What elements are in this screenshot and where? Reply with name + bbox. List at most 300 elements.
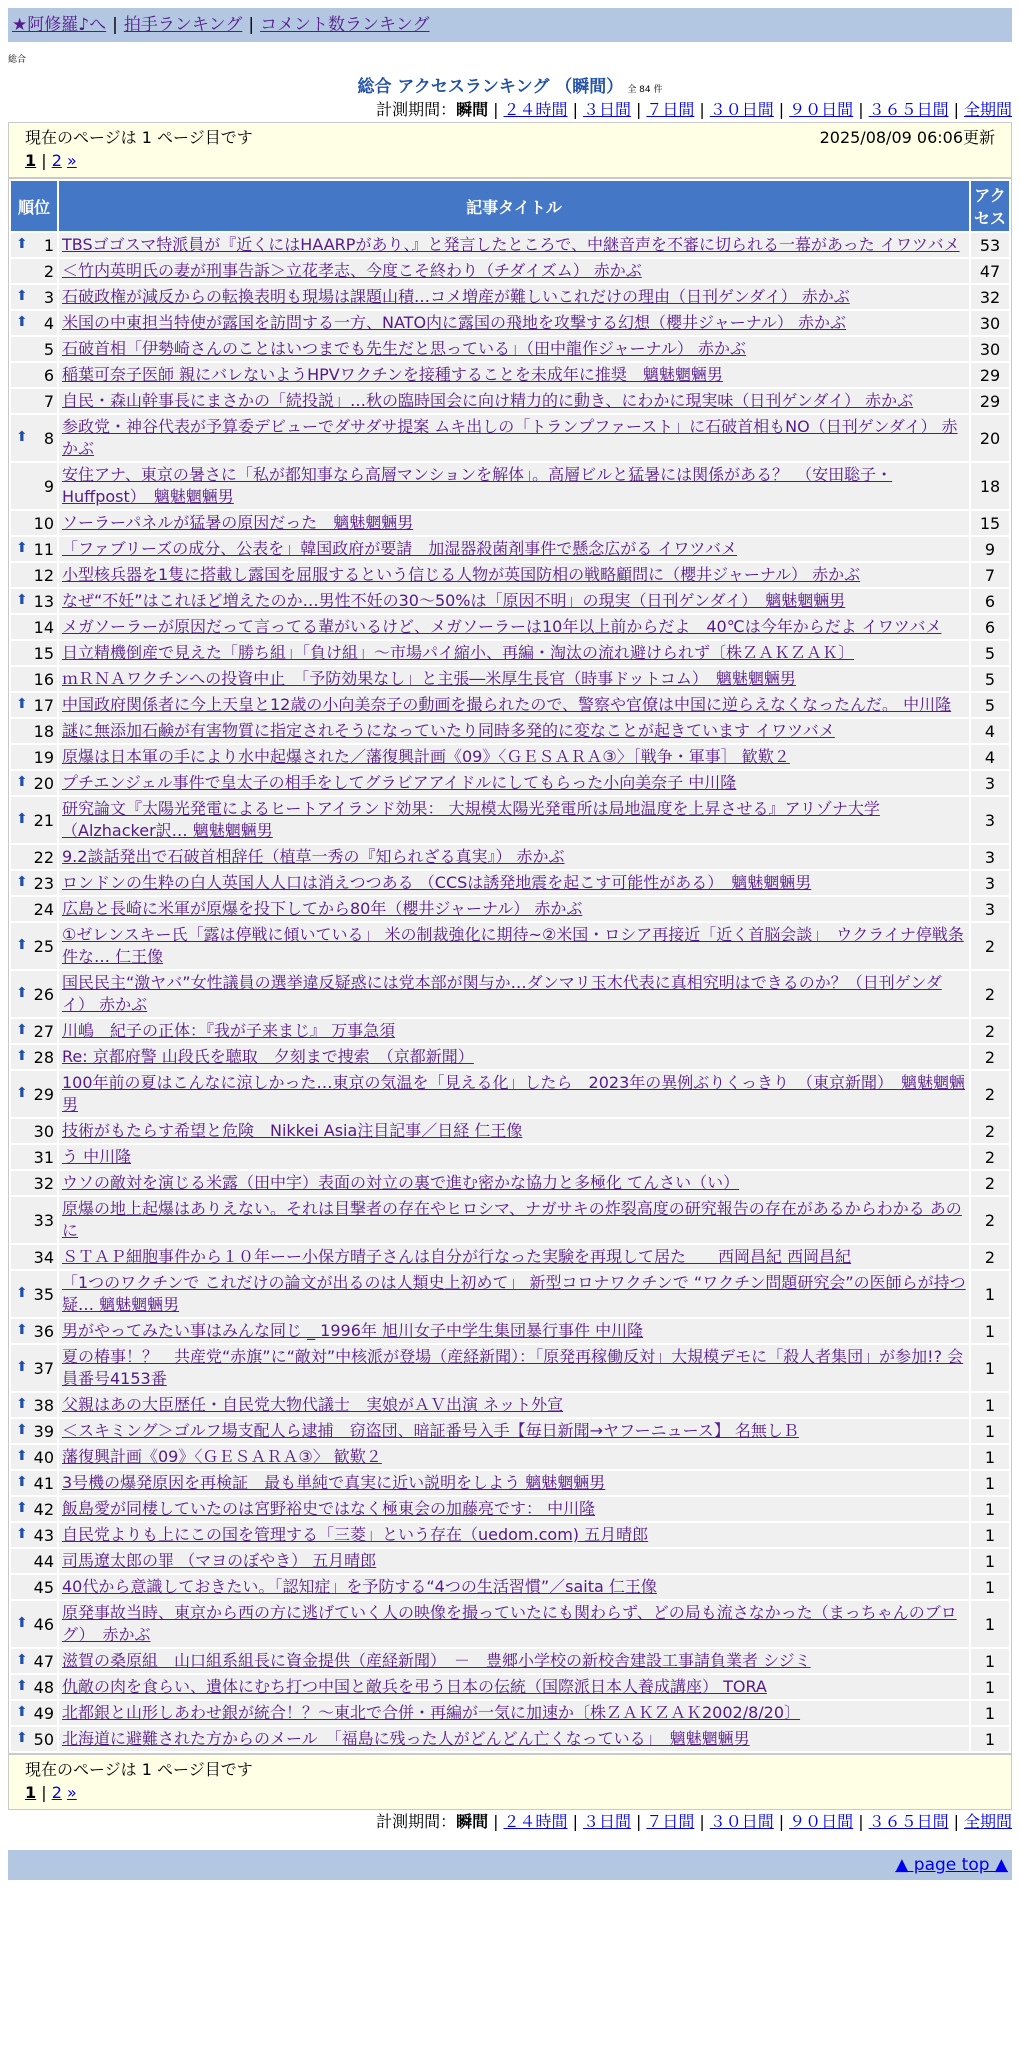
article-link[interactable]: う 中川隆 — [62, 1147, 132, 1166]
title-cell — [59, 771, 969, 795]
period-link[interactable]: 全期間 — [963, 1812, 1012, 1831]
table-row — [11, 1675, 1009, 1699]
page-link[interactable]: 2 — [51, 1783, 62, 1802]
article-link[interactable]: 夏の椿事！？ 共産党“赤旗”に“敵対”中核派が登場（産経新聞）：「原発再稼働反対」大規模デモに「殺人者集団」が参加!? 会員番号4153番 — [62, 1347, 964, 1388]
title-cell — [59, 1497, 969, 1521]
rank-up-icon: ⬆ — [16, 1421, 28, 1438]
rank-up-icon: ⬆ — [16, 1047, 28, 1064]
title-cell — [59, 1727, 969, 1751]
table-row — [11, 745, 1009, 769]
period-link[interactable]: ３日間 — [582, 100, 631, 119]
period-link[interactable]: ３日間 — [582, 1812, 631, 1831]
table-row — [11, 923, 1009, 969]
period-link[interactable]: ７日間 — [646, 100, 695, 119]
title-cell — [59, 1019, 969, 1043]
title-cell — [59, 745, 969, 769]
rank-cell — [11, 1197, 57, 1243]
rank-cell — [11, 363, 57, 387]
page-indicator: 現在のページは 1 ページ目です — [25, 1760, 253, 1779]
title-cell — [59, 1549, 969, 1573]
article-link[interactable]: 研究論文『太陽光発電によるヒートアイランド効果： 大規模太陽光発電所は局地温度を上昇させる』アリゾナ大学（Alzhacker訳… 魑魅魍魎男 — [62, 799, 880, 840]
title-cell — [59, 897, 969, 921]
table-row — [11, 797, 1009, 843]
table-row — [11, 1419, 1009, 1443]
rank-number: 1 — [43, 235, 54, 255]
article-link[interactable]: 仇敵の肉を食らい、遺体にむち打つ中国と敵兵を弔う日本の伝統（国際派日本人養成講座） TORA — [62, 1677, 767, 1696]
table-row — [11, 563, 1009, 587]
rank-cell — [11, 415, 57, 461]
article-link[interactable]: 原爆の地上起爆はありえない。それは目撃者の存在やヒロシマ、ナガサキの炸裂高度の研究報告の存在があるからわかる あのに — [62, 1199, 962, 1240]
title-cell — [59, 1045, 969, 1069]
rank-number: 27 — [33, 1021, 54, 1041]
rank-number: 34 — [33, 1247, 54, 1267]
period-link[interactable]: ２４時間 — [503, 1812, 568, 1831]
title-cell — [59, 389, 969, 413]
table-row — [11, 463, 1009, 509]
rank-up-icon: ⬆ — [16, 1677, 28, 1694]
article-link[interactable]: 3号機の爆発原因を再検証 最も単純で真実に近い説明をしよう 魑魅魍魎男 — [62, 1473, 606, 1492]
rank-number: 29 — [33, 1084, 54, 1104]
rank-cell — [11, 1523, 57, 1547]
title-cell — [59, 693, 969, 717]
rank-up-icon: ⬆ — [16, 313, 28, 330]
table-row — [11, 1727, 1009, 1751]
article-link[interactable]: 北海道に避難された方からのメール 「福島に残った人がどんどん亡くなっている」 魑魅魍魎男 — [62, 1729, 750, 1748]
article-link[interactable]: 広島と長崎に米軍が原爆を投下してから80年（櫻井ジャーナル） 赤かぶ — [62, 899, 583, 918]
title-cell — [59, 667, 969, 691]
access-count: 3 — [971, 797, 1009, 843]
table-row — [11, 719, 1009, 743]
rank-up-icon: ⬆ — [16, 1447, 28, 1464]
title-cell — [59, 1575, 969, 1599]
rank-cell — [11, 1675, 57, 1699]
header-rank: 順位 — [11, 181, 57, 231]
title-cell — [59, 415, 969, 461]
nav-home-link[interactable]: ★阿修羅♪へ — [12, 15, 107, 35]
access-count: 1 — [971, 1727, 1009, 1751]
rank-cell — [11, 797, 57, 843]
rank-cell — [11, 389, 57, 413]
period-link[interactable]: ９０日間 — [789, 100, 854, 119]
rank-up-icon: ⬆ — [16, 1614, 28, 1631]
rank-cell — [11, 1649, 57, 1673]
rank-up-icon: ⬆ — [16, 428, 28, 445]
article-link[interactable]: 国民民主“激ヤバ”女性議員の選挙違反疑惑には党本部が関与か…ダンマリ玉木代表に真相究明はできるのか？（日刊ゲンダイ） 赤かぶ — [62, 973, 942, 1014]
period-link[interactable]: ３６５日間 — [868, 100, 949, 119]
updated-time: 2025/08/09 06:06更新 — [819, 128, 995, 147]
rank-up-icon: ⬆ — [16, 539, 28, 556]
article-link[interactable]: ソーラーパネルが猛暑の原因だった 魑魅魍魎男 — [62, 513, 414, 532]
table-row — [11, 1071, 1009, 1117]
rank-number: 47 — [33, 1651, 54, 1671]
title-cell — [59, 1419, 969, 1443]
table-row — [11, 363, 1009, 387]
ranking-table — [8, 178, 1012, 1754]
table-row — [11, 897, 1009, 921]
access-count: 6 — [971, 589, 1009, 613]
rank-cell — [11, 1471, 57, 1495]
rank-up-icon: ⬆ — [16, 1321, 28, 1338]
article-link[interactable]: 藩復興計画《09》〈ＧＥＳＡＲＡ③〉 歓歎２ — [62, 1447, 382, 1466]
period-link[interactable]: ３６５日間 — [868, 1812, 949, 1831]
access-count: 2 — [971, 971, 1009, 1017]
article-link[interactable]: 石破首相「伊勢崎さんのことはいつまでも先生だと思っている」（田中龍作ジャーナル） 赤かぶ — [62, 339, 746, 358]
title-cell — [59, 1701, 969, 1725]
access-count: 4 — [971, 745, 1009, 769]
article-link[interactable]: 自民党よりも上にこの国を管理する「三菱」という存在（uedom.com) 五月晴郎 — [62, 1525, 649, 1544]
table-row — [11, 845, 1009, 869]
rank-cell — [11, 1045, 57, 1069]
nav-applause-link[interactable]: 拍手ランキング — [123, 15, 243, 35]
access-count: 29 — [971, 363, 1009, 387]
article-link[interactable]: 小型核兵器を1隻に搭載し露国を屈服するという信じる人物が英国防相の戦略顧問に（櫻井ジャーナル） 赤かぶ — [62, 565, 861, 584]
access-count: 15 — [971, 511, 1009, 535]
article-link[interactable]: 安住アナ、東京の暑さに「私が都知事なら高層マンションを解体」。高層ビルと猛暑には関係がある？ （安田聡子・Huffpost） 魑魅魍魎男 — [62, 465, 893, 506]
access-count: 3 — [971, 771, 1009, 795]
rank-number: 44 — [33, 1551, 54, 1571]
rank-number: 46 — [33, 1614, 54, 1634]
header-access: アクセス — [971, 181, 1009, 231]
rank-cell — [11, 971, 57, 1017]
rank-number: 28 — [33, 1047, 54, 1067]
table-row — [11, 871, 1009, 895]
access-count: 5 — [971, 693, 1009, 717]
access-count: 20 — [971, 415, 1009, 461]
title-cell — [59, 511, 969, 535]
rank-number: 6 — [43, 365, 54, 385]
table-row — [11, 233, 1009, 257]
title-cell — [59, 1649, 969, 1673]
table-row — [11, 1393, 1009, 1417]
rank-cell — [11, 1171, 57, 1195]
access-count: 30 — [971, 337, 1009, 361]
rank-number: 35 — [33, 1284, 54, 1304]
period-label: 計測期間： — [376, 100, 457, 119]
rank-cell — [11, 285, 57, 309]
rank-number: 15 — [33, 643, 54, 663]
title-cell — [59, 923, 969, 969]
article-link[interactable]: 謎に無添加石鹸が有害物質に指定されそうになっていたり同時多発的に変なことが起きています イワツバメ — [62, 721, 835, 740]
article-link[interactable]: Re: 京都府警 山段氏を聴取 夕刻まで捜索 （京都新聞） — [62, 1047, 474, 1066]
article-link[interactable]: ＳＴＡＰ細胞事件から１０年ーー小保方晴子さんは自分が行なった実験を再現して居た 西岡昌紀 西岡昌紀 — [62, 1247, 852, 1266]
table-row — [11, 1019, 1009, 1043]
table-row — [11, 1171, 1009, 1195]
rank-cell — [11, 897, 57, 921]
access-count: 1 — [971, 1549, 1009, 1573]
access-count: 2 — [971, 1245, 1009, 1269]
article-link[interactable]: 自民・森山幹事長にまさかの「続投説」…秋の臨時国会に向け精力的に動き、にわかに現実味（日刊ゲンダイ） 赤かぶ — [62, 391, 914, 410]
table-row — [11, 1471, 1009, 1495]
table-row — [11, 1575, 1009, 1599]
rank-cell — [11, 693, 57, 717]
rank-up-icon: ⬆ — [16, 984, 28, 1001]
total-count: 全 84 件 — [627, 85, 663, 95]
article-link[interactable]: 北都銀と山形しあわせ銀が統合！？～東北で合併・再編が一気に加速か〔株ＺＡＫＺＡＫ2002/8/20〕 — [62, 1703, 801, 1722]
title-cell — [59, 719, 969, 743]
article-link[interactable]: 原発事故当時、東京から西の方に逃げていく人の映像を撮っていたにも関わらず、どの局も流さなかった（まっちゃんのブログ） 赤かぶ — [62, 1603, 957, 1644]
rank-up-icon: ⬆ — [16, 1284, 28, 1301]
rank-cell — [11, 771, 57, 795]
rank-cell — [11, 1393, 57, 1417]
rank-number: 9 — [43, 476, 54, 496]
title-cell — [59, 1523, 969, 1547]
article-link[interactable]: 原爆は日本軍の手により水中起爆された／藩復興計画《09》〈ＧＥＳＡＲＡ③〉［戦争・軍事］ 歓歎２ — [62, 747, 790, 766]
next-page-link[interactable]: » — [66, 151, 77, 170]
nav-comments-link[interactable]: コメント数ランキング — [260, 15, 430, 35]
article-link[interactable]: 日立精機倒産で見えた「勝ち組」「負け組」～市場パイ縮小、再編・淘汰の流れ避けられず〔株ＺＡＫＺＡＫ〕 — [62, 643, 855, 662]
access-count: 2 — [971, 1171, 1009, 1195]
period-current: 瞬間 — [456, 100, 489, 119]
rank-cell — [11, 871, 57, 895]
rank-up-icon: ⬆ — [16, 936, 28, 953]
title-cell — [59, 1145, 969, 1169]
title-cell — [59, 641, 969, 665]
access-count: 47 — [971, 259, 1009, 283]
table-row — [11, 589, 1009, 613]
rank-number: 45 — [33, 1577, 54, 1597]
access-count: 1 — [971, 1649, 1009, 1673]
rank-cell — [11, 1419, 57, 1443]
title-cell — [59, 1675, 969, 1699]
top-nav: ★阿修羅♪へ | 拍手ランキング | コメント数ランキング — [8, 8, 1012, 42]
access-count: 1 — [971, 1497, 1009, 1521]
article-link[interactable]: 「ファブリーズの成分、公表を」韓国政府が要請 加湿器殺菌剤事件で懸念広がる イワツバメ — [62, 539, 738, 558]
rank-number: 22 — [33, 847, 54, 867]
period-link[interactable]: ９０日間 — [789, 1812, 854, 1831]
access-count: 2 — [971, 1197, 1009, 1243]
article-link[interactable]: 飯島愛が同棲していたのは宮野裕史ではなく極東会の加藤亮です： 中川隆 — [62, 1499, 596, 1518]
next-page-link[interactable]: » — [66, 1783, 77, 1802]
table-row — [11, 667, 1009, 691]
period-link[interactable]: ２４時間 — [503, 100, 568, 119]
table-row — [11, 259, 1009, 283]
rank-cell — [11, 1575, 57, 1599]
period-link[interactable]: ７日間 — [646, 1812, 695, 1831]
article-link[interactable]: ウソの敵対を演じる米露（田中宇）表面の対立の裏で進む密かな協力と多極化 てんさい（い） — [62, 1173, 740, 1192]
table-row — [11, 771, 1009, 795]
table-row — [11, 1319, 1009, 1343]
title-cell — [59, 563, 969, 587]
rank-number: 2 — [43, 261, 54, 281]
access-count: 29 — [971, 389, 1009, 413]
article-link[interactable]: なぜ“不妊”はこれほど増えたのか…男性不妊の30～50%は「原因不明」の現実（日刊ゲンダイ） 魑魅魍魎男 — [62, 591, 846, 610]
rank-cell — [11, 923, 57, 969]
article-link[interactable]: 中国政府関係者に今上天皇と12歳の小向美奈子の動画を撮られたので、警察や官僚は中国に逆らえなくなったんだ。 中川隆 — [62, 695, 952, 714]
rank-number: 24 — [33, 899, 54, 919]
rank-number: 32 — [33, 1173, 54, 1193]
rank-up-icon: ⬆ — [16, 235, 28, 252]
rank-cell — [11, 1145, 57, 1169]
rank-cell — [11, 845, 57, 869]
table-row — [11, 1119, 1009, 1143]
rank-cell — [11, 745, 57, 769]
rank-cell — [11, 337, 57, 361]
article-link[interactable]: 男がやってみたい事はみんな同じ _ 1996年 旭川女子中学生集団暴行事件 中川隆 — [62, 1321, 644, 1340]
rank-number: 5 — [43, 339, 54, 359]
rank-cell — [11, 563, 57, 587]
rank-number: 4 — [43, 313, 54, 333]
article-link[interactable]: 参政党・神谷代表が予算委デビューでダサダサ提案 ムキ出しの「トランプファースト」に石破首相もNO（日刊ゲンダイ） 赤かぶ — [62, 417, 958, 458]
rank-up-icon: ⬆ — [16, 695, 28, 712]
article-link[interactable]: 司馬遼太郎の罪 （マヨのぼやき） 五月晴郎 — [62, 1551, 377, 1570]
title-cell — [59, 363, 969, 387]
page-top-link[interactable]: ▲ page top ▲ — [895, 1855, 1008, 1875]
access-count: 1 — [971, 1675, 1009, 1699]
rank-number: 23 — [33, 873, 54, 893]
rank-up-icon: ⬆ — [16, 287, 28, 304]
period-link[interactable]: 全期間 — [963, 100, 1012, 119]
access-count: 1 — [971, 1319, 1009, 1343]
title-cell — [59, 797, 969, 843]
article-link[interactable]: 100年前の夏はこんなに涼しかった…東京の気温を「見える化」したら 2023年の異例ぶりくっきり （東京新聞） 魑魅魍魎男 — [62, 1073, 965, 1114]
pagination: 1 | 2 » — [25, 151, 77, 170]
rank-up-icon: ⬆ — [16, 1473, 28, 1490]
rank-number: 25 — [33, 936, 54, 956]
period-selector: 計測期間：瞬間 | ２４時間 | ３日間 | ７日間 | ３０日間 | ９０日間 | ３６５日間 | 全期間 — [376, 100, 1012, 119]
article-link[interactable]: 技術がもたらす希望と危険 Nikkei Asia注目記事／日経 仁王像 — [62, 1121, 523, 1140]
access-count: 1 — [971, 1575, 1009, 1599]
page-info-top — [8, 122, 1012, 178]
article-link[interactable]: 父親はあの大臣歴任・自民党大物代議士 実娘がＡＶ出演 ネット外宣 — [62, 1395, 564, 1414]
access-count: 1 — [971, 1445, 1009, 1469]
access-count: 32 — [971, 285, 1009, 309]
title-cell — [59, 1393, 969, 1417]
table-row — [11, 1601, 1009, 1647]
article-link[interactable]: 40代から意識しておきたい。「認知症」を予防する“4つの生活習慣”／saita 仁王像 — [62, 1577, 657, 1596]
rank-cell — [11, 1019, 57, 1043]
access-count: 3 — [971, 897, 1009, 921]
rank-number: 31 — [33, 1147, 54, 1167]
title-cell — [59, 1171, 969, 1195]
article-link[interactable]: TBSゴゴスマ特派員が『近くにはHAARPがあり、』と発言したところで、中継音声を不審に切られる一幕があった イワツバメ — [62, 235, 960, 254]
rank-up-icon: ⬆ — [16, 1729, 28, 1746]
access-count: 1 — [971, 1393, 1009, 1417]
article-link[interactable]: 稲葉可奈子医師 親にバレないようHPVワクチンを接種することを未成年に推奨 魑魅魍魎男 — [62, 365, 723, 384]
rank-up-icon: ⬆ — [16, 1395, 28, 1412]
access-count: 53 — [971, 233, 1009, 257]
article-link[interactable]: 石破政権が減反からの転換表明も現場は課題山積…コメ増産が難しいこれだけの理由（日刊ゲンダイ） 赤かぶ — [62, 287, 850, 306]
period-current: 瞬間 — [456, 1812, 489, 1831]
title-cell — [59, 311, 969, 335]
title-cell — [59, 1471, 969, 1495]
article-link[interactable]: 米国の中東担当特使が露国を訪問する一方、NATO内に露国の飛地を攻撃する幻想（櫻井ジャーナル） 赤かぶ — [62, 313, 847, 332]
table-row — [11, 641, 1009, 665]
access-count: 2 — [971, 1019, 1009, 1043]
footer-bar — [8, 1850, 1012, 1880]
rank-number: 50 — [33, 1729, 54, 1749]
rank-number: 20 — [33, 773, 54, 793]
title-cell — [59, 1345, 969, 1391]
article-link[interactable]: ①ゼレンスキー氏「露は停戦に傾いている」 米の制裁強化に期待~②米国・ロシア再接近「近く首脳会談」 ウクライナ停戦条件な… 仁王像 — [62, 925, 964, 966]
rank-cell — [11, 641, 57, 665]
article-link[interactable]: プチエンジェル事件で皇太子の相手をしてグラビアアイドルにしてもらった小向美奈子 中川隆 — [62, 773, 737, 792]
rank-number: 30 — [33, 1121, 54, 1141]
page-link[interactable]: 2 — [51, 151, 62, 170]
article-link[interactable]: 9.2談話発出で石破首相辞任（植草一秀の『知られざる真実』） 赤かぶ — [62, 847, 565, 866]
article-link[interactable]: 川嶋 紀子の正体：『我が子来まじ』 万事急須 — [62, 1021, 396, 1040]
rank-number: 26 — [33, 984, 54, 1004]
rank-number: 13 — [33, 591, 54, 611]
rank-up-icon: ⬆ — [16, 1651, 28, 1668]
access-count: 18 — [971, 463, 1009, 509]
rank-number: 36 — [33, 1321, 54, 1341]
rank-number: 40 — [33, 1447, 54, 1467]
period-selector: 計測期間：瞬間 | ２４時間 | ３日間 | ７日間 | ３０日間 | ９０日間 | ３６５日間 | 全期間 — [376, 1812, 1012, 1831]
title-cell — [59, 589, 969, 613]
access-count: 3 — [971, 845, 1009, 869]
period-link[interactable]: ３０日間 — [709, 1812, 774, 1831]
article-link[interactable]: ＜スキミング＞ゴルフ場支配人ら逮捕 窃盗団、暗証番号入手【毎日新聞→ヤフーニュース】 名無しＢ — [62, 1421, 799, 1440]
page-current: 1 — [25, 1783, 37, 1802]
rank-cell — [11, 233, 57, 257]
rank-number: 11 — [33, 539, 54, 559]
rank-number: 8 — [43, 428, 54, 448]
rank-up-icon: ⬆ — [16, 873, 28, 890]
access-count: 1 — [971, 1471, 1009, 1495]
article-link[interactable]: 滋賀の桑原組 山口組系組長に資金提供（産経新聞） － 豊郷小学校の新校舎建設工事請負業者 シジミ — [62, 1651, 811, 1670]
rank-number: 43 — [33, 1525, 54, 1545]
title-cell — [59, 1071, 969, 1117]
rank-number: 10 — [33, 513, 54, 533]
access-count: 1 — [971, 1419, 1009, 1443]
table-row — [11, 389, 1009, 413]
rank-up-icon: ⬆ — [16, 1084, 28, 1101]
rank-up-icon: ⬆ — [16, 591, 28, 608]
table-row — [11, 1523, 1009, 1547]
period-link[interactable]: ３０日間 — [709, 100, 774, 119]
article-link[interactable]: メガソーラーが原因だって言ってる輩がいるけど、メガソーラーは10年以上前からだよ 40℃は今年からだよ イワツバメ — [62, 617, 942, 636]
access-count: 1 — [971, 1523, 1009, 1547]
rank-cell — [11, 1497, 57, 1521]
rank-cell — [11, 1271, 57, 1317]
access-count: 1 — [971, 1701, 1009, 1725]
rank-cell — [11, 1701, 57, 1725]
table-row — [11, 1445, 1009, 1469]
table-row — [11, 337, 1009, 361]
period-label: 計測期間： — [376, 1812, 457, 1831]
title-cell — [59, 233, 969, 257]
article-link[interactable]: ロンドンの生粋の白人英国人人口は消えつつある （CCSは誘発地震を起こす可能性がある） 魑魅魍魎男 — [62, 873, 812, 892]
rank-number: 3 — [43, 287, 54, 307]
table-row — [11, 311, 1009, 335]
title-cell — [59, 1245, 969, 1269]
access-count: 2 — [971, 1119, 1009, 1143]
rank-number: 12 — [33, 565, 54, 585]
rank-up-icon: ⬆ — [16, 1499, 28, 1516]
table-row — [11, 537, 1009, 561]
table-row — [11, 1549, 1009, 1573]
rank-cell — [11, 537, 57, 561]
article-link[interactable]: ＜竹内英明氏の妻が刑事告訴＞立花孝志、今度こそ終わり（チダイズム） 赤かぶ — [62, 261, 642, 280]
pagination: 1 | 2 » — [25, 1783, 77, 1802]
rank-cell — [11, 311, 57, 335]
rank-cell — [11, 615, 57, 639]
rank-cell — [11, 1601, 57, 1647]
access-count: 5 — [971, 641, 1009, 665]
rank-number: 41 — [33, 1473, 54, 1493]
access-count: 1 — [971, 1271, 1009, 1317]
access-count: 1 — [971, 1345, 1009, 1391]
article-link[interactable]: 「1つのワクチンで これだけの論文が出るのは人類史上初めて」 新型コロナワクチンで “ワクチン問題研究会”の医師らが持つ疑… 魑魅魍魎男 — [62, 1273, 966, 1314]
article-link[interactable]: ｍＲＮＡワクチンへの投資中止 「予防効果なし」と主張―米厚生長官（時事ドットコム） 魑魅魍魎男 — [62, 669, 796, 688]
table-row — [11, 1649, 1009, 1673]
table-row — [11, 1701, 1009, 1725]
rank-up-icon: ⬆ — [16, 1703, 28, 1720]
rank-number: 7 — [43, 391, 54, 411]
rank-number: 48 — [33, 1677, 54, 1697]
access-count: 30 — [971, 311, 1009, 335]
rank-cell — [11, 1445, 57, 1469]
